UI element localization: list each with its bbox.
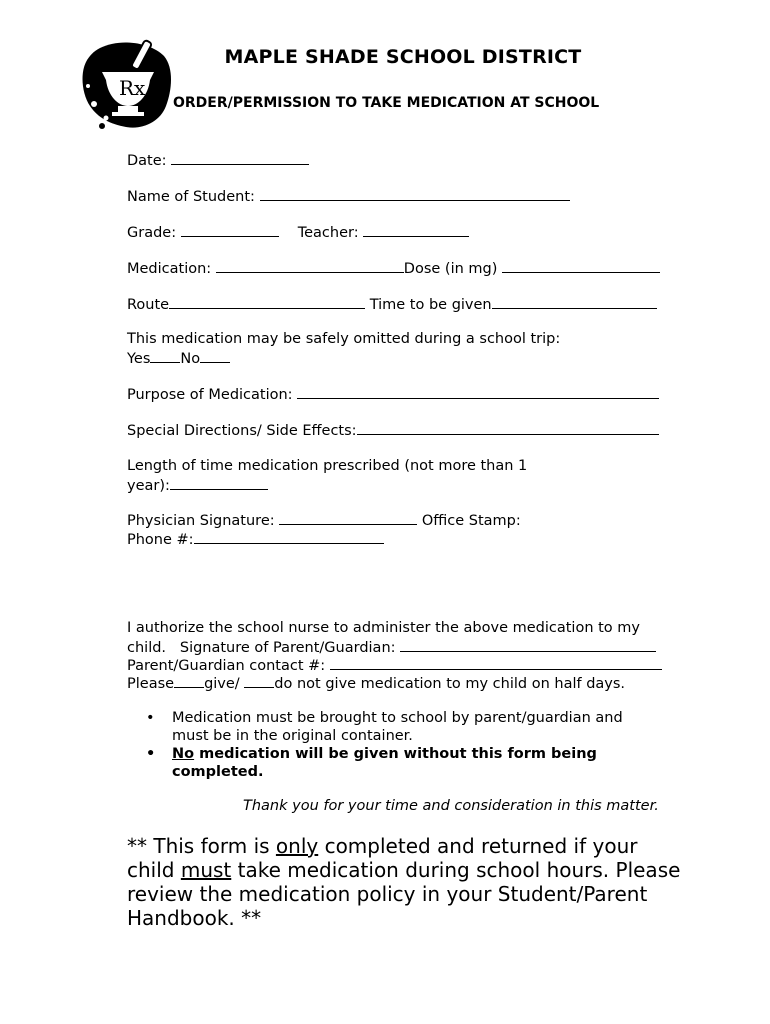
no-emphasis: No bbox=[172, 746, 195, 762]
thank-you-text: Thank you for your time and consideration in this matter. bbox=[243, 798, 659, 814]
special-row bbox=[127, 420, 659, 440]
grade-teacher-row bbox=[127, 222, 469, 242]
route-row bbox=[127, 294, 657, 314]
list-item bbox=[127, 745, 647, 781]
please-label: Please bbox=[127, 676, 175, 692]
note-text: completed and returned if your child bbox=[127, 834, 638, 882]
parent-signature-label: child. Signature of Parent/Guardian: bbox=[127, 640, 401, 656]
instruction-text: medication will be given without this form being completed. bbox=[172, 746, 597, 780]
medication-row bbox=[127, 258, 660, 278]
length-line: Length of time medication prescribed (not more than 1 bbox=[127, 458, 528, 474]
dose-field[interactable] bbox=[502, 258, 660, 273]
purpose-field[interactable] bbox=[297, 384, 659, 399]
physician-row bbox=[127, 510, 521, 530]
handbook-note bbox=[127, 834, 687, 930]
date-label: Date: bbox=[127, 153, 172, 169]
physician-signature-field[interactable] bbox=[279, 510, 417, 525]
parent-signature-field[interactable] bbox=[400, 637, 656, 652]
omit-no-field[interactable] bbox=[200, 348, 230, 363]
time-field[interactable] bbox=[492, 294, 657, 309]
parent-signature-row bbox=[127, 637, 656, 657]
instruction-text: Medication must be brought to school by parent/guardian and must be in the original container. bbox=[172, 710, 623, 744]
special-field[interactable] bbox=[357, 420, 659, 435]
list-item bbox=[127, 709, 647, 745]
note-must: must bbox=[180, 858, 232, 882]
teacher-field[interactable] bbox=[363, 222, 469, 237]
teacher-label: Teacher: bbox=[297, 225, 364, 241]
note-only: only bbox=[275, 834, 319, 858]
date-field[interactable] bbox=[171, 150, 309, 165]
time-label: Time to be given bbox=[365, 297, 492, 313]
contact-field[interactable] bbox=[330, 655, 662, 670]
authorize-line: I authorize the school nurse to administer the above medication to my bbox=[127, 620, 640, 636]
do-not-give-field[interactable] bbox=[244, 673, 274, 688]
give-field[interactable] bbox=[174, 673, 204, 688]
omit-no-label: No bbox=[180, 351, 201, 367]
omit-yes-field[interactable] bbox=[150, 348, 180, 363]
physician-label: Physician Signature: bbox=[127, 513, 280, 529]
student-label: Name of Student: bbox=[127, 189, 260, 205]
route-label: Route bbox=[127, 297, 170, 313]
rx-symbol: Rx bbox=[119, 76, 146, 100]
special-label: Special Directions/ Side Effects: bbox=[127, 423, 357, 439]
length-row bbox=[127, 475, 268, 495]
omit-choice-row bbox=[127, 348, 230, 368]
omit-yes-label: Yes bbox=[127, 351, 151, 367]
grade-field[interactable] bbox=[181, 222, 279, 237]
length-field[interactable] bbox=[170, 475, 268, 490]
bullet-icon: • bbox=[146, 746, 156, 762]
form-subtitle: ORDER/PERMISSION TO TAKE MEDICATION AT SCHOOL bbox=[173, 95, 600, 111]
date-row bbox=[127, 150, 309, 170]
student-name-field[interactable] bbox=[260, 186, 570, 201]
route-field[interactable] bbox=[169, 294, 365, 309]
note-text: ** This form is bbox=[127, 834, 276, 858]
purpose-row bbox=[127, 384, 659, 404]
half-day-row bbox=[127, 673, 625, 693]
phone-label: Phone #: bbox=[127, 532, 194, 548]
student-row bbox=[127, 186, 570, 206]
phone-field[interactable] bbox=[194, 529, 384, 544]
contact-row bbox=[127, 655, 662, 675]
contact-label: Parent/Guardian contact #: bbox=[127, 658, 330, 674]
office-stamp-label: Office Stamp: bbox=[417, 513, 521, 529]
length-label: year): bbox=[127, 478, 170, 494]
do-not-give-label: do not give medication to my child on half days. bbox=[274, 676, 626, 692]
omit-line: This medication may be safely omitted during a school trip: bbox=[127, 331, 561, 347]
dose-label: Dose (in mg) bbox=[403, 261, 502, 277]
page-title: MAPLE SHADE SCHOOL DISTRICT bbox=[224, 46, 582, 68]
instructions-list bbox=[127, 709, 647, 781]
give-label: give/ bbox=[204, 676, 245, 692]
grade-label: Grade: bbox=[127, 225, 181, 241]
note-text: take medication during school hours. Please review the medication policy in your Student/Parent Handbook. ** bbox=[127, 858, 681, 930]
medication-label: Medication: bbox=[127, 261, 216, 277]
purpose-label: Purpose of Medication: bbox=[127, 387, 298, 403]
medication-field[interactable] bbox=[216, 258, 404, 273]
phone-row bbox=[127, 529, 384, 549]
bullet-icon: • bbox=[146, 710, 155, 726]
